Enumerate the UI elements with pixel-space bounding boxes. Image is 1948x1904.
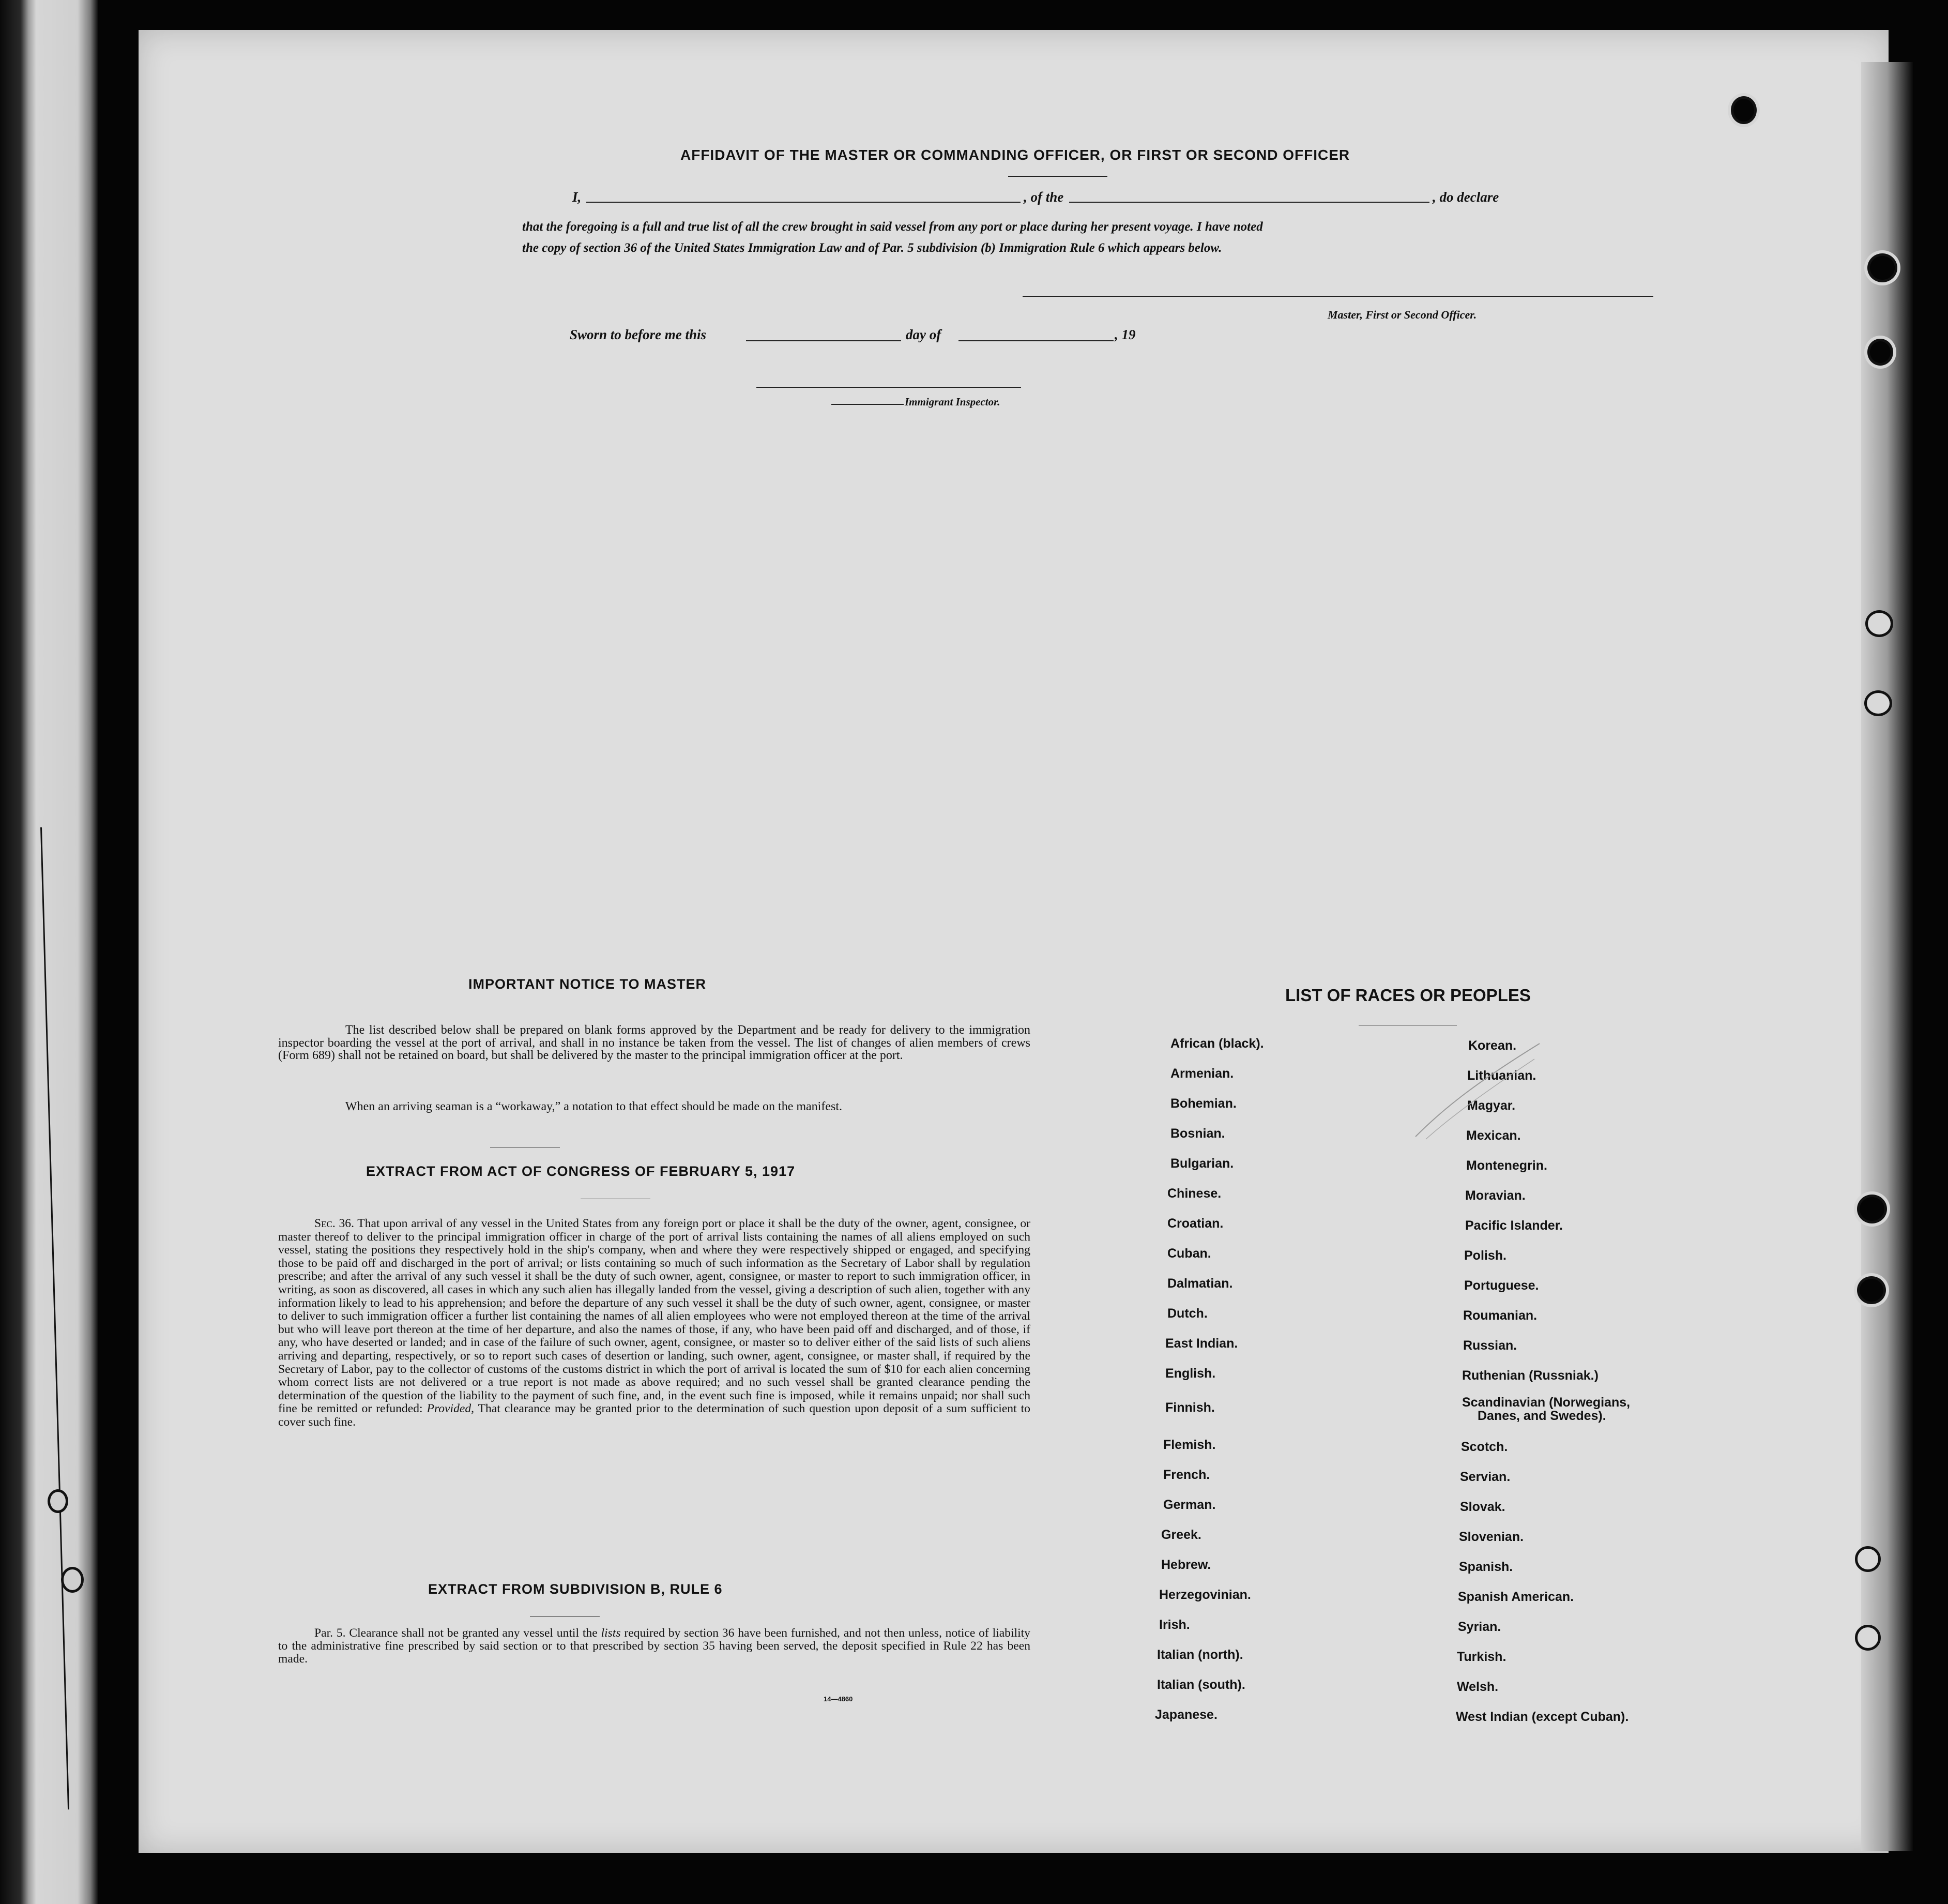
race-item: French.: [1163, 1468, 1210, 1482]
race-item: Russian.: [1463, 1338, 1517, 1353]
race-item: Bohemian.: [1170, 1096, 1237, 1111]
race-item: Dutch.: [1167, 1306, 1208, 1321]
race-item: Armenian.: [1170, 1066, 1234, 1081]
race-item: Cuban.: [1167, 1246, 1211, 1261]
race-item: East Indian.: [1165, 1336, 1238, 1351]
affidavit-line3: the copy of section 36 of the United States Immigration Law and of Par. 5 subdivision (b) Immigration Rule 6 which appears below.: [522, 241, 1222, 255]
sworn-month-blank-line: [958, 340, 1114, 341]
punch-hole: [1857, 1195, 1887, 1223]
race-item: Flemish.: [1163, 1438, 1216, 1452]
race-item: Turkish.: [1457, 1650, 1506, 1664]
race-item: Ruthenian (Russniak.): [1462, 1368, 1599, 1383]
race-item: Chinese.: [1167, 1186, 1222, 1201]
race-item: Finnish.: [1165, 1400, 1215, 1415]
inspector-caption-rule: [831, 404, 904, 405]
race-item: Irish.: [1159, 1618, 1190, 1632]
race-item: Pacific Islander.: [1465, 1218, 1563, 1233]
page-right-edge: [1861, 62, 1913, 1851]
race-item: Syrian.: [1458, 1620, 1501, 1634]
race-item: German.: [1163, 1498, 1216, 1512]
affidavit-line1-i: I,: [572, 189, 582, 205]
punch-hole: [1867, 339, 1893, 366]
race-item: Hebrew.: [1161, 1558, 1211, 1572]
race-item: English.: [1165, 1366, 1216, 1381]
punch-hole: [1731, 96, 1757, 124]
sworn-year: , 19: [1115, 327, 1136, 342]
race-item: Italian (north).: [1157, 1648, 1243, 1662]
extract-act-sec-label: Sec. 36.: [314, 1217, 354, 1230]
binding-strip: [0, 0, 98, 1904]
races-title: LIST OF RACES OR PEOPLES: [1285, 986, 1531, 1005]
punch-hole: [1855, 1625, 1881, 1651]
race-item: Japanese.: [1155, 1707, 1218, 1722]
race-item: Spanish.: [1459, 1560, 1513, 1574]
extract-act-body-text-end: That clearance may be granted prior to the determination of such question upon deposit of a sum sufficient to cover such fine.: [278, 1402, 1030, 1429]
punch-hole: [1857, 1276, 1886, 1304]
race-item: Spanish American.: [1458, 1590, 1574, 1604]
punch-hole: [48, 1489, 68, 1513]
notice-paragraph-1: [278, 1024, 1030, 1062]
affidavit-title-divider: [1008, 176, 1107, 177]
race-item: Korean.: [1468, 1038, 1517, 1053]
extract-act-provided: Provided,: [427, 1402, 475, 1416]
extract-act-body: [278, 1217, 1030, 1429]
race-item: Magyar.: [1467, 1098, 1516, 1113]
inspector-caption: Immigrant Inspector.: [905, 396, 1000, 408]
extract-rule-body-text-end: required by section 36 have been furnished, and not then unless, notice of liability to the administrative fine prescribed by said section or to that prescribed by section 35 having been served, the deposit specified in Rule 22 has been made.: [278, 1626, 1030, 1666]
notice-paragraph-2: [278, 1100, 1030, 1113]
race-item: Scandinavian (Norwegians,: [1462, 1395, 1631, 1410]
extract-rule-lists: lists: [601, 1626, 621, 1640]
race-item: Danes, and Swedes).: [1478, 1409, 1606, 1423]
race-item: Servian.: [1460, 1470, 1511, 1484]
extract-rule-title: EXTRACT FROM SUBDIVISION B, RULE 6: [428, 1581, 723, 1597]
notice-paragraph-1-text: The list described below shall be prepared on blank forms approved by the Department and be ready for delivery to the immigration inspector boarding the vessel at the port of arrival, and shall in no instance be taken from the vessel. The list of changes of alien members of crews (Form 689) shall not be retained on board, but shall be delivered by the master to the principal immigration officer at the port.: [278, 1023, 1030, 1063]
sworn-day-of: day of: [906, 327, 941, 342]
race-item: Bulgarian.: [1170, 1156, 1234, 1171]
extract-rule-body-text: Par. 5. Clearance shall not be granted any vessel until the: [314, 1626, 598, 1640]
punch-hole: [1865, 610, 1893, 637]
race-item: Scotch.: [1461, 1440, 1508, 1454]
race-item: Mexican.: [1466, 1128, 1521, 1143]
race-item: Polish.: [1464, 1248, 1506, 1263]
affidavit-line2: that the foregoing is a full and true list of all the crew brought in said vessel from any port or place during her present voyage. I have noted: [522, 220, 1263, 234]
form-number: 14—4860: [824, 1695, 853, 1703]
race-item: Welsh.: [1457, 1680, 1499, 1694]
sworn-day-blank-line: [746, 340, 901, 341]
race-item: Moravian.: [1465, 1188, 1526, 1203]
extract-act-body-text: That upon arrival of any vessel in the United States from any foreign port or place it shall be the duty of the owner, agent, consignee, or master thereof to deliver to the principal immigration officer in charge of the port of arrival lists containing the names of all aliens employed on such vessel, stating the positions they respectively hold in the ship's company, when and where they were respectively shipped or engaged, and specifying those to be paid off and discharged in the port of arrival; or lists containing so much of such information as the Secretary of Labor shall by regulation prescribe; and after the arrival of any such vessel it shall be the duty of such owner, agent, consignee, or master to report to such immigration officer, in writing, as soon as discovered, all cases in which any such alien has illegally landed from the vessel, giving a description of such alien, together with any information likely to lead to his apprehension; and before the departure of any such vessel it shall be the duty of such owner, agent, consignee, or master to deliver to such immigration officer a further list containing the names of all alien employees who were not employed thereon at the time of the arrival but who will leave port thereon at the time of her departure, and also the names of those, if any, who have been paid off and discharged, and of those, if any, who have deserted or landed; and in case of the failure of such owner, agent, consignee, or master so to deliver either of the said lists of such aliens arriving and departing, respectively, or so to report such cases of desertion or landing, such owner, agent, consignee, or master shall, if required by the Secretary of Labor, pay to the collector of customs of the customs district in which the port of arrival is located the sum of $10 for each alien concerning whom correct lists are not delivered or a true report is not made as above required; and no such vessel shall be granted clearance pending the determination of the question of the liability to the payment of such fine, and, in the event such fine is imposed, while it remains unpaid; nor shall such fine be remitted or refunded:: [278, 1217, 1030, 1416]
punch-hole: [1867, 253, 1897, 282]
extract-rule-divider: [530, 1616, 600, 1617]
race-item: Italian (south).: [1157, 1678, 1245, 1692]
master-signature-caption: Master, First or Second Officer.: [1328, 308, 1477, 321]
extract-act-title: EXTRACT FROM ACT OF CONGRESS OF FEBRUARY 5, 1917: [366, 1163, 796, 1179]
affidavit-line1-declare: , do declare: [1433, 189, 1499, 205]
race-item: Roumanian.: [1463, 1308, 1538, 1323]
document-page: [139, 30, 1889, 1853]
punch-hole: [1855, 1546, 1881, 1572]
master-signature-line: [1023, 296, 1653, 297]
race-item: Slovenian.: [1459, 1530, 1524, 1544]
race-item: Lithuanian.: [1467, 1068, 1536, 1083]
vessel-blank-line: [1069, 202, 1429, 203]
race-item: Montenegrin.: [1466, 1158, 1547, 1173]
sworn-prefix: Sworn to before me this: [570, 327, 707, 342]
pencil-mark: [1410, 1038, 1545, 1142]
affidavit-line1-of-the: , of the: [1024, 189, 1064, 205]
race-item: Greek.: [1161, 1528, 1201, 1542]
race-item: African (black).: [1170, 1036, 1264, 1051]
punch-hole: [1864, 690, 1892, 716]
name-blank-line: [586, 202, 1021, 203]
punch-hole: [61, 1567, 84, 1593]
race-item: West Indian (except Cuban).: [1456, 1710, 1629, 1724]
affidavit-title: AFFIDAVIT OF THE MASTER OR COMMANDING OFFICER, OR FIRST OR SECOND OFFICER: [680, 147, 1350, 163]
race-item: Dalmatian.: [1167, 1276, 1233, 1291]
race-item: Croatian.: [1167, 1216, 1224, 1231]
race-item: Bosnian.: [1170, 1126, 1225, 1141]
inspector-signature-line: [756, 387, 1021, 388]
notice-paragraph-2-text: When an arriving seaman is a “workaway,” a notation to that effect should be made on the manifest.: [345, 1100, 842, 1113]
race-item: Portuguese.: [1464, 1278, 1539, 1293]
race-item: Herzegovinian.: [1159, 1588, 1251, 1602]
race-item: Slovak.: [1460, 1500, 1505, 1514]
notice-title: IMPORTANT NOTICE TO MASTER: [468, 976, 706, 992]
extract-rule-body: [278, 1627, 1030, 1666]
